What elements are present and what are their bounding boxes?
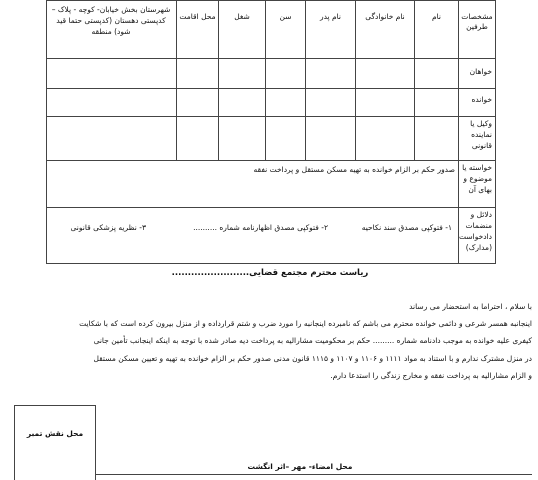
header-residence: محل اقامت — [179, 12, 216, 21]
plaintiff-row-line — [46, 88, 496, 89]
header-bottom-line — [46, 58, 496, 59]
col-line-4 — [265, 0, 266, 161]
col-line-3 — [305, 0, 306, 161]
letter-title: ریاست محترم مجتمع قضایی........................ — [171, 268, 369, 278]
col-line-5 — [218, 0, 219, 161]
row-label-claim: خواسته یا موضوع و بهای آن — [462, 163, 492, 194]
row-label-attorney: وکیل یا نماینده قانونی — [470, 119, 492, 150]
signature-area-label: محل امضاء- مهر –اثر انگشت — [247, 462, 353, 471]
stamp-box-left-line — [14, 405, 15, 480]
letter-line-4: و الزام مشارالیه به پرداخت نفقه و مخارج زندگی را استدعا دارم. — [330, 371, 532, 380]
table-left-line — [46, 0, 47, 264]
header-age: سن — [279, 12, 292, 21]
header-occupation: شغل — [234, 12, 250, 21]
table-top-line — [46, 0, 496, 1]
col-line-1 — [414, 0, 415, 161]
header-first-name: نام — [431, 12, 442, 21]
table-right-line — [495, 0, 496, 264]
letter-line-3: در منزل مشترک ندارم و با استناد به مواد ۱۱۱۱ و ۱۱۰۶ و ۱۱۰۷ و ۱۱۱۵ قانون مدنی صدور حکم بر الزام خوانده به تهیه و تعیین مسکن مستقل — [93, 354, 532, 363]
row-label-plaintiff: خواهان — [469, 67, 492, 76]
evidence-item-2: ۲- فتوکپی مصدق اظهارنامه شماره .......... — [193, 223, 328, 232]
col-line-2 — [355, 0, 356, 161]
letter-line-2: کیفری علیه خوانده به موجب دادنامه شماره ......... حکم بر محکومیت مشارالیه به پرداخت دیه صادر شده با توجه به اینکه اینجانب تأمین جانی — [93, 336, 532, 345]
evidence-item-1: ۱- فتوکپی مصدق سند نکاحیه — [361, 223, 452, 232]
attorney-row-line — [46, 160, 496, 161]
evidence-row-line — [46, 263, 496, 264]
letter-greeting: با سلام ، احتراما به استحضار می رساند — [409, 302, 532, 311]
header-last-name: نام خانوادگی — [365, 12, 405, 21]
letter-line-1: اینجانبه همسر شرعی و دائمی خوانده محترم می باشم که نامبرده اینجانبه را مورد ضرب و شتم قرارداده و از منزل بیرون کرده است که با شکایت — [79, 319, 532, 328]
claim-value: صدور حکم بر الزام خوانده به تهیه مسکن مستقل و پرداخت نفقه — [253, 165, 455, 174]
header-father-name: نام پدر — [319, 12, 342, 21]
header-address: شهرستان بخش خیابان- کوچه - پلاک – کدپستی دهستان (کدپستی حتما قید شود) منطقه — [51, 5, 171, 36]
signature-line — [96, 474, 532, 475]
row-label-evidence: دلائل و منضمات دادخواست (مدارک) — [458, 210, 492, 252]
stamp-box-right-line — [95, 405, 96, 480]
header-parties: مشخصات طرفین — [461, 12, 493, 31]
stamp-box-top-line — [14, 405, 96, 406]
stamp-area-label: محل نقش تمبر — [26, 429, 84, 438]
row-label-defendant: خوانده — [471, 95, 492, 104]
evidence-item-3: ۳- نظریه پزشکی قانونی — [70, 223, 146, 232]
claim-row-line — [46, 207, 496, 208]
defendant-row-line — [46, 116, 496, 117]
col-line-6 — [176, 0, 177, 161]
